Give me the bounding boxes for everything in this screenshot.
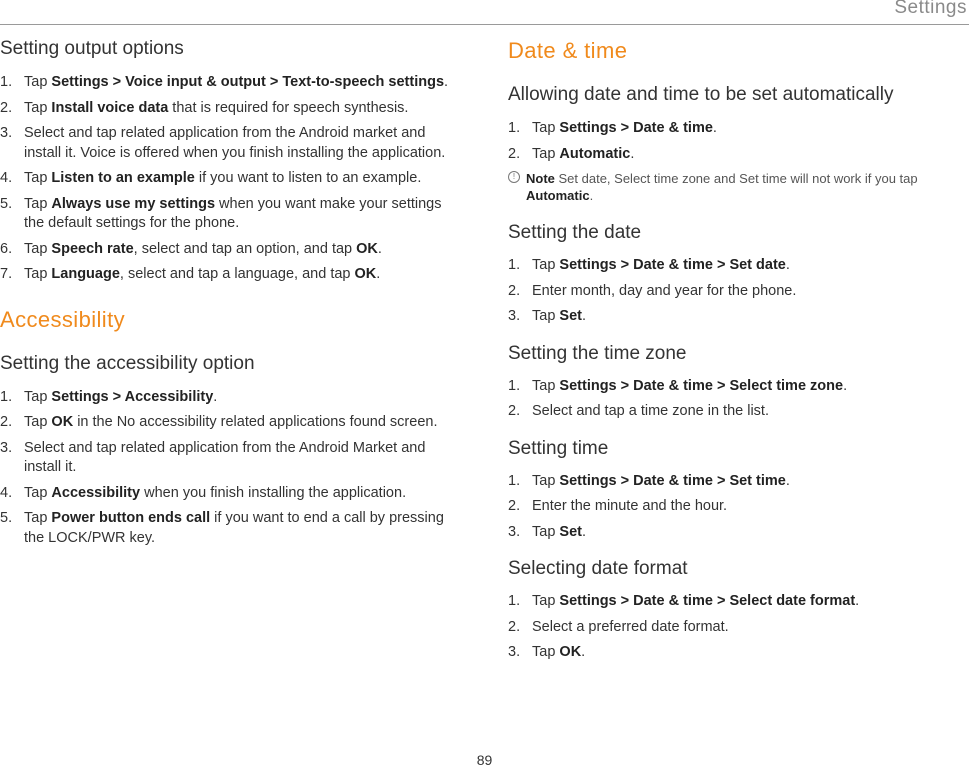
step-text: Tap — [532, 472, 560, 489]
datetime-title: Date & time — [508, 38, 628, 63]
step-text: Tap — [24, 510, 52, 526]
list-item — [0, 73, 462, 93]
accessibility-title: Accessibility — [0, 306, 126, 332]
step-text-after: if you want to end a call by pressing the LOCK/PWR key. — [24, 510, 444, 546]
list-item — [0, 240, 462, 260]
step-text: Enter month, day and year for the phone. — [532, 282, 797, 299]
step-text: Tap — [24, 74, 52, 90]
step-command: Install voice data — [51, 99, 169, 116]
step-command: Set — [559, 308, 582, 324]
step-text: Tap — [24, 195, 52, 212]
date-heading: Setting the date — [508, 222, 642, 243]
step-number: 2. — [508, 618, 521, 635]
left-column — [0, 38, 462, 554]
step-text: Tap — [24, 99, 52, 116]
step-text-after: , select and tap an option, and tap — [133, 240, 357, 257]
step-command: Settings > Voice input & output > Text-to-speech settings — [51, 74, 445, 90]
step-text-after: . — [855, 593, 860, 609]
step-number: 1. — [0, 74, 13, 90]
step-number: 3. — [508, 523, 521, 540]
list-item — [0, 169, 462, 189]
list-item — [508, 307, 963, 327]
list-item — [0, 195, 462, 234]
step-text: Tap — [532, 377, 560, 394]
accessibility-heading: Setting the accessibility option — [0, 352, 255, 374]
list-item — [508, 472, 963, 492]
list-item — [508, 523, 963, 543]
list-item — [0, 484, 462, 504]
list-item — [0, 439, 462, 478]
step-text-after: that is required for speech synthesis. — [168, 99, 409, 116]
step-text-after: . — [582, 523, 587, 540]
note-text: Set date, Select time zone and Set time will not work if you tap — [554, 171, 918, 186]
step-number: 1. — [508, 257, 521, 273]
step-text: Tap — [24, 266, 52, 282]
right-column — [508, 38, 963, 669]
list-item — [508, 402, 963, 422]
step-text: Select and tap related application from the Android Market and install it. — [24, 439, 426, 475]
step-number: 1. — [508, 593, 521, 609]
list-item — [0, 99, 462, 119]
step-command: Accessibility — [51, 484, 141, 501]
step-text: Tap — [532, 593, 560, 609]
step-command: Speech rate — [51, 240, 134, 257]
step-text: Tap — [24, 240, 52, 257]
step-text-end: . — [376, 266, 381, 282]
step-number: 4. — [0, 484, 13, 501]
list-item — [508, 282, 963, 302]
output-heading: Setting output options — [0, 38, 184, 59]
step-number: 5. — [0, 195, 13, 212]
date-steps — [508, 256, 963, 327]
list-item — [0, 265, 462, 285]
step-text-after: . — [712, 120, 717, 136]
step-number: 1. — [0, 388, 13, 405]
step-text-after: , select and tap a language, and tap — [119, 266, 355, 282]
info-icon: ! — [508, 171, 520, 183]
step-number: 5. — [0, 510, 13, 526]
auto-heading: Allowing date and time to be set automatically — [508, 84, 894, 105]
step-text-after: when you want make your settings the default settings for the phone. — [24, 195, 442, 231]
step-text: Select and tap related application from the Android market and install it. Voice is offered when you finish installing the application. — [24, 125, 446, 161]
step-text: Tap — [24, 414, 52, 430]
step-text: Tap — [24, 388, 52, 405]
step-text-after: . — [785, 257, 790, 273]
step-number: 2. — [508, 145, 521, 162]
step-command: OK — [559, 644, 582, 660]
step-text-after: . — [843, 377, 848, 394]
list-item — [508, 377, 963, 397]
step-command: Settings > Date & time > Set time — [559, 472, 786, 489]
output-steps — [0, 73, 462, 285]
step-text-after: . — [581, 644, 586, 660]
step-number: 2. — [508, 498, 521, 514]
step-text: Tap — [24, 484, 52, 501]
step-number: 2. — [0, 414, 13, 430]
format-heading: Selecting date format — [508, 558, 688, 579]
step-command: Settings > Accessibility — [51, 388, 214, 405]
list-item — [0, 124, 462, 163]
zone-heading: Setting the time zone — [508, 342, 687, 364]
step-text: Tap — [532, 308, 560, 324]
header-title: Settings — [894, 0, 967, 18]
list-item — [508, 592, 963, 612]
step-text-after: . — [213, 388, 218, 405]
step-text-after: in the No accessibility related applications found screen. — [73, 414, 438, 430]
step-command: Power button ends call — [51, 510, 211, 526]
list-item — [0, 413, 462, 433]
step-number: 3. — [0, 125, 13, 141]
note — [508, 170, 963, 204]
list-item — [0, 388, 462, 408]
time-steps — [508, 472, 963, 543]
list-item — [508, 119, 963, 139]
step-text-after: . — [785, 472, 790, 489]
list-item — [508, 497, 963, 517]
step-command: Settings > Date & time > Select time zone — [559, 377, 844, 394]
step-text: Tap — [24, 170, 52, 186]
step-text-end: . — [377, 240, 382, 257]
step-number: 1. — [508, 472, 521, 489]
page-number: 89 — [476, 752, 493, 768]
zone-steps — [508, 377, 963, 422]
step-text: Enter the minute and the hour. — [532, 498, 728, 514]
step-number: 3. — [508, 308, 521, 324]
step-text: Tap — [532, 644, 560, 660]
step-text-after: . — [630, 145, 635, 162]
step-number: 4. — [0, 170, 13, 186]
step-text: Tap — [532, 257, 560, 273]
auto-steps — [508, 119, 963, 164]
step-number: 1. — [508, 120, 521, 136]
step-number: 2. — [508, 282, 521, 299]
step-text: Tap — [532, 120, 560, 136]
step-command: Listen to an example — [51, 170, 195, 186]
list-item — [508, 643, 963, 663]
step-number: 2. — [508, 403, 521, 419]
step-text: Tap — [532, 145, 560, 162]
format-steps — [508, 592, 963, 663]
note-label: Note — [526, 171, 555, 186]
step-command-2: OK — [356, 240, 378, 257]
step-command: Settings > Date & time > Set date — [559, 257, 786, 273]
accessibility-steps — [0, 388, 462, 549]
step-number: 1. — [508, 377, 521, 394]
time-heading: Setting time — [508, 437, 609, 459]
step-number: 6. — [0, 240, 13, 257]
step-command: Settings > Date & time > Select date format — [559, 593, 856, 609]
step-number: 3. — [508, 644, 521, 660]
step-text: Select a preferred date format. — [532, 618, 729, 635]
step-text-after: if you want to listen to an example. — [194, 170, 422, 186]
list-item — [508, 256, 963, 276]
list-item — [508, 145, 963, 165]
note-post: . — [589, 188, 594, 203]
step-text-after: . — [582, 308, 587, 324]
step-text-after: . — [444, 74, 449, 90]
step-number: 7. — [0, 266, 13, 282]
step-text-after: when you finish installing the application. — [140, 484, 407, 501]
note-bold: Automatic — [526, 188, 590, 203]
header-divider — [0, 24, 969, 25]
step-command: OK — [51, 414, 74, 430]
step-command: Settings > Date & time — [559, 120, 713, 136]
step-text: Tap — [532, 523, 560, 540]
step-command-2: OK — [354, 266, 377, 282]
list-item — [0, 509, 462, 548]
step-text: Select and tap a time zone in the list. — [532, 403, 769, 419]
step-command: Always use my settings — [51, 195, 216, 212]
step-command: Set — [559, 523, 582, 540]
step-command: Language — [51, 266, 120, 282]
step-number: 2. — [0, 99, 13, 116]
list-item — [508, 618, 963, 638]
step-command: Automatic — [559, 145, 631, 162]
step-number: 3. — [0, 439, 13, 456]
